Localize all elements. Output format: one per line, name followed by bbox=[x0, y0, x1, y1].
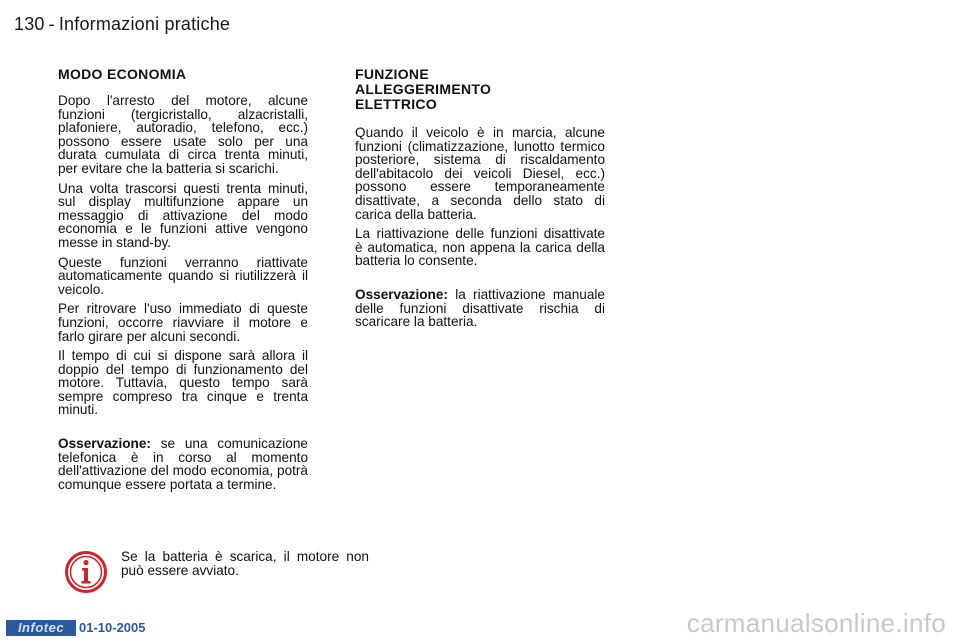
left-column bbox=[58, 67, 308, 497]
note-paragraph bbox=[355, 288, 605, 329]
header-separator: - bbox=[48, 14, 55, 34]
info-icon bbox=[64, 550, 108, 594]
section-title: Informazioni pratiche bbox=[58, 14, 231, 34]
note-text: la riattivazione manuale delle funzioni disattivate rischia di scaricare la batteria. bbox=[355, 286, 605, 330]
alleggerimento-title: FUNZIONE ALLEGGERIMENTO ELETTRICO bbox=[355, 66, 492, 112]
page-header bbox=[14, 14, 230, 35]
paragraph: Queste funzioni verranno riattivate automaticamente quando si riutilizzerà il veicolo. bbox=[58, 254, 308, 297]
modo-economia-title: MODO ECONOMIA bbox=[58, 66, 187, 82]
watermark: carmanualsonline.info bbox=[686, 608, 946, 638]
page-number: 130 bbox=[14, 14, 45, 34]
infotec-logo: Infotec bbox=[6, 620, 76, 636]
info-text: Se la batteria è scarica, il motore non può essere avviato. bbox=[121, 549, 369, 578]
info-callout bbox=[60, 548, 369, 596]
note-text: se una comunicazione telefonica è in corso al momento dell'attivazione del modo economia, potrà comunque essere portata a termine. bbox=[58, 436, 308, 492]
paragraph: La riattivazione delle funzioni disattivate è automatica, non appena la carica della batteria lo consente. bbox=[355, 226, 605, 269]
paragraph: Quando il veicolo è in marcia, alcune funzioni (climatizzazione, lunotto termico posteriore, sistema di riscaldamento dell'abitacolo dei veicoli Diesel, ecc.) possono essere temporaneamente disattivate, a seconda dello stato di carica della batteria. bbox=[355, 125, 605, 222]
paragraph: Dopo l'arresto del motore, alcune funzioni (tergicristallo, alzacristalli, plafoniere, autoradio, telefono, ecc.) possono essere usate solo per una durata cumulata di circa trenta minuti, per evitare che la batteria si scarichi. bbox=[58, 93, 308, 176]
note-label: Osservazione: bbox=[58, 436, 151, 452]
footer-date: 01-10-2005 bbox=[79, 620, 146, 635]
paragraph: Per ritrovare l'uso immediato di queste funzioni, occorre riavviare il motore e farlo girare per alcuni secondi. bbox=[58, 301, 308, 344]
paragraph: Una volta trascorsi questi trenta minuti, sul display multifunzione appare un messaggio di attivazione del modo economia e le funzioni attive vengono messe in stand-by. bbox=[58, 180, 308, 250]
note-paragraph bbox=[58, 437, 308, 491]
note-label: Osservazione: bbox=[355, 286, 448, 302]
paragraph: Il tempo di cui si dispone sarà allora il doppio del tempo di funzionamento del motore. Tuttavia, questo tempo sarà sempre compreso tra cinque e trenta minuti. bbox=[58, 348, 308, 418]
right-column bbox=[355, 67, 605, 335]
